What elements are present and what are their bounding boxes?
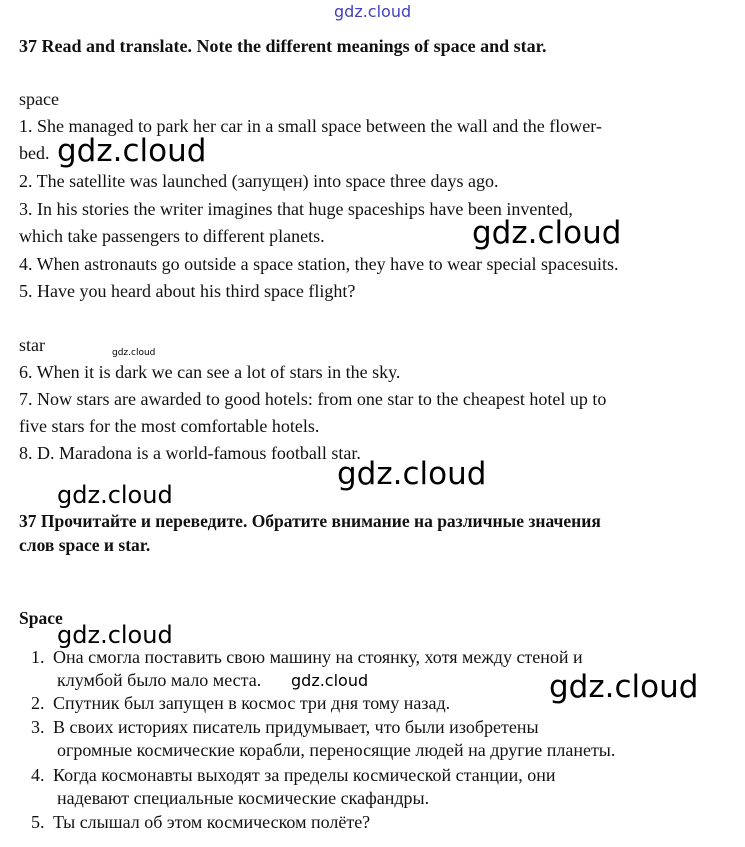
- exercise-title-ru-line-2: слов space и star.: [19, 535, 151, 555]
- translation-5-text: Ты слышал об этом космическом полёте?: [53, 812, 371, 832]
- exercise-title-en: 37 Read and translate. Note the different meanings of space and star.: [19, 36, 547, 56]
- translation-number-1: 1.: [31, 647, 45, 667]
- watermark-4: gdz.cloud: [337, 456, 487, 492]
- sentence-1-line-2: bed.: [19, 143, 50, 163]
- watermark-8: gdz.cloud: [549, 669, 699, 705]
- translation-item-4-line-1: [31, 765, 556, 786]
- sentence-1-line-1: 1. She managed to park her car in a small space between the wall and the flower-: [19, 116, 602, 136]
- watermark-5: gdz.cloud: [57, 481, 173, 509]
- sentence-5: 5. Have you heard about his third space flight?: [19, 281, 356, 301]
- watermark-7: gdz.cloud: [291, 671, 369, 690]
- watermark-3: gdz.cloud: [112, 348, 156, 358]
- sentence-7-line-1: 7. Now stars are awarded to good hotels: from one star to the cheapest hotel up to: [19, 389, 607, 409]
- translation-4-text-1: Когда космонавты выходят за пределы космической станции, они: [53, 765, 556, 785]
- section-label-space: space: [19, 89, 59, 109]
- watermark-2: gdz.cloud: [472, 215, 622, 251]
- translation-number-2: 2.: [31, 693, 45, 713]
- sentence-8: 8. D. Maradona is a world-famous football star.: [19, 443, 361, 463]
- watermark-1: gdz.cloud: [57, 133, 207, 169]
- sentence-7-line-2: five stars for the most comfortable hotels.: [19, 416, 320, 436]
- translation-item-2: [31, 693, 450, 714]
- watermark-top: gdz.cloud: [334, 2, 412, 21]
- translation-number-4: 4.: [31, 765, 45, 785]
- translation-number-3: 3.: [31, 717, 45, 737]
- sentence-3-line-1: 3. In his stories the writer imagines that huge spaceships have been invented,: [19, 199, 573, 219]
- exercise-title-ru-line-1: 37 Прочитайте и переведите. Обратите внимание на различные значения: [19, 511, 601, 531]
- translation-1-line-2: клумбой было мало места.: [57, 670, 262, 690]
- section-label-space-ru: Space: [19, 608, 63, 628]
- translation-item-1-line-1: [31, 647, 583, 668]
- translation-number-5: 5.: [31, 812, 45, 832]
- sentence-3-line-2: which take passengers to different planets.: [19, 226, 325, 246]
- watermark-6: gdz.cloud: [57, 621, 173, 649]
- translation-3-text-1: В своих историях писатель придумывает, что были изобретены: [53, 717, 539, 737]
- sentence-6: 6. When it is dark we can see a lot of stars in the sky.: [19, 362, 401, 382]
- translation-item-5: [31, 812, 370, 833]
- translation-3-line-2: огромные космические корабли, переносящие людей на другие планеты.: [57, 740, 616, 760]
- section-label-star: star: [19, 335, 45, 355]
- sentence-2: 2. The satellite was launched (запущен) into space three days ago.: [19, 171, 499, 191]
- translation-1-text-1: Она смогла поставить свою машину на стоянку, хотя между стеной и: [53, 647, 583, 667]
- sentence-4: 4. When astronauts go outside a space station, they have to wear special spacesuits.: [19, 254, 619, 274]
- translation-4-line-2: надевают специальные космические скафандры.: [57, 788, 430, 808]
- translation-2-text: Спутник был запущен в космос три дня тому назад.: [53, 693, 451, 713]
- translation-item-3-line-1: [31, 717, 539, 738]
